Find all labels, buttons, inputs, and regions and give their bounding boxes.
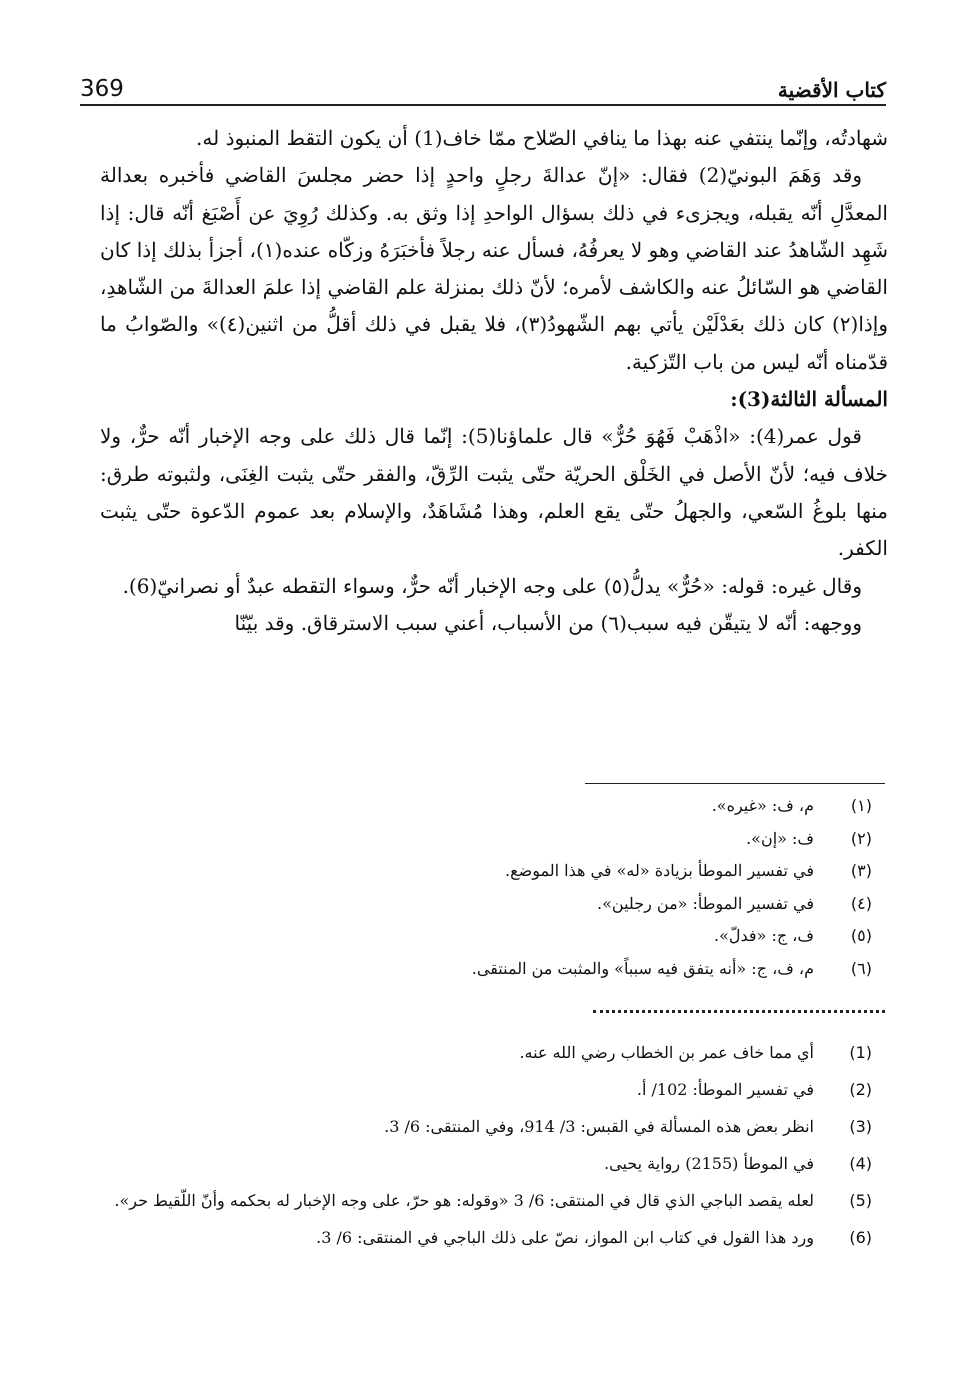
footnote-number: (٥) bbox=[850, 926, 872, 945]
footnote-text: في تفسير الموطأ بزيادة «له» في هذا الموضع. bbox=[505, 861, 814, 880]
footnote-number: (3) bbox=[849, 1117, 872, 1136]
paragraph-1: شهادتُه، وإنّما ينتفي عنه بهذا ما ينافي الصّلاح ممّا خاف(1) أن يكون التقط المنبوذ له. bbox=[196, 126, 888, 150]
footnote-number: (١) bbox=[850, 796, 872, 815]
footnote-number: (5) bbox=[849, 1191, 872, 1210]
footnote-item bbox=[92, 926, 872, 959]
running-title: كتاب الأقضية bbox=[777, 78, 886, 102]
footnote-number: (1) bbox=[849, 1043, 872, 1062]
footnote-number: (٣) bbox=[850, 861, 872, 880]
paragraph-3: قول عمر(4): «اذْهَبْ فَهُوَ حُرٌّ» قال علماؤنا(5): إنّما قال ذلك على وجه الإخبار أنّه حرٌّ، ولا خلاف فيه؛ لأنّ الأصل في الخَلْق الحريّة حتّى يثبت الرِّقّ، والفقر حتّى يثبت الغِنَى، ولثبوته طرق: منها بلوغُ السّعي، والجهلُ حتّى يقع العلم، وهذا مُشَاهَدٌ، والإسلام بعد عموم الدّعوة حتّى يثبت الكفر. bbox=[100, 424, 888, 561]
footnote-text: لعله يقصد الباجي الذي قال في المنتقى: 6/ 3 «وقوله: هو حرّ، على وجه الإخبار له بحكمه وأنّ اللّقيط حر». bbox=[114, 1191, 814, 1210]
paragraph-4: وقال غيره: قوله: «حُرٌّ» يدلُّ(٥) على وجه الإخبار أنّه حرٌّ، وسواء التقطه عبدٌ أو نصرانيّ(6). bbox=[122, 573, 862, 598]
footnote-item bbox=[72, 1114, 872, 1139]
footnote-item bbox=[92, 796, 872, 829]
footnote-text: ورد هذا القول في كتاب ابن المواز، نصّ على ذلك الباجي في المنتقى: 6/ 3. bbox=[316, 1228, 814, 1247]
footnote-text: م، ف، ج: «أنه يتفق فيه سبباً» والمثبت من المنتقى. bbox=[471, 958, 814, 978]
footnote-item bbox=[72, 1040, 872, 1065]
dotted-separator bbox=[593, 1010, 885, 1013]
footnote-text: أي مما خاف عمر بن الخطاب رضي الله عنه. bbox=[519, 1043, 814, 1062]
footnote-text: م، ف: «غيره». bbox=[711, 796, 814, 815]
footnote-text: في تفسير الموطأ: «من رجلين». bbox=[597, 893, 814, 913]
footnote-item bbox=[72, 1151, 872, 1176]
footnote-text: في الموطأ (2155) رواية يحيى. bbox=[604, 1154, 814, 1173]
footnote-number: (4) bbox=[849, 1154, 872, 1173]
footnote-text: في تفسير الموطأ: 102/ أ. bbox=[636, 1080, 814, 1099]
footnote-item bbox=[92, 894, 872, 927]
page-header bbox=[80, 66, 886, 102]
footnote-item bbox=[72, 1225, 872, 1250]
footnote-item bbox=[92, 861, 872, 894]
footnote-text: انظر بعض هذه المسألة في القبس: 3/ 914، وفي المنتقى: 6/ 3. bbox=[384, 1117, 814, 1136]
main-text bbox=[100, 120, 888, 642]
footnote-text: ف، ج: «فدلّ». bbox=[714, 926, 814, 945]
paragraph-2: وقد وَهَمَ البونيّ(2) فقال: «إنّ عدالةَ رجلٍ واحدٍ إذا حضر مجلسَ القاضي فأخبره بعدالة المعدَّلِ أنّه يقبله، ويجزىء في ذلك بسؤال الواحدِ إذا وثق به. وكذلك رُوِيَ عن أَصْبَغ أنّه قال: إذا شَهِد الشّاهدُ عند القاضي وهو لا يعرفُهُ، فسأل عنه رجلاً فأخبَرَهُ وزكّاه عنده(١)، أجزأ بذلك إذا كان القاضي هو السّائلُ عنه والكاشف لأمره؛ لأنّ ذلك بمنزلة علم القاضي إذا علمَ العدالةَ من الشّاهدِ، وإذا(٢) كان ذلك بعَدْلَيْن يأتي بهم الشّهودُ(٣)، فلا يقبل في ذلك أقلُّ من اثنين(٤)» والصّوابُ ما قدّمناه أنّه ليس من باب التّزكية. bbox=[100, 163, 888, 374]
paragraph-5: ووجهه: أنّه لا يتيقّن فيه سبب(٦) من الأسباب، أعني سبب الاسترقاق. وقد بيّنّا bbox=[234, 610, 862, 635]
header-rule bbox=[80, 104, 886, 106]
footnote-rule bbox=[585, 783, 885, 784]
footnote-number: (6) bbox=[849, 1228, 872, 1247]
footnote-text: ف: «إن». bbox=[746, 828, 814, 848]
footnote-item bbox=[72, 1077, 872, 1102]
footnote-number: (٤) bbox=[850, 893, 872, 913]
page-number: 369 bbox=[80, 76, 124, 102]
footnote-item bbox=[72, 1188, 872, 1213]
footnote-number: (٦) bbox=[850, 958, 872, 978]
section-heading: المسألة الثالثة(3): bbox=[730, 387, 888, 412]
footnote-number: (٢) bbox=[850, 828, 872, 848]
footnotes-investigator bbox=[72, 1040, 872, 1262]
footnote-item bbox=[92, 829, 872, 862]
footnotes-editor bbox=[92, 796, 872, 991]
footnote-number: (2) bbox=[849, 1080, 872, 1099]
footnote-item bbox=[92, 959, 872, 992]
